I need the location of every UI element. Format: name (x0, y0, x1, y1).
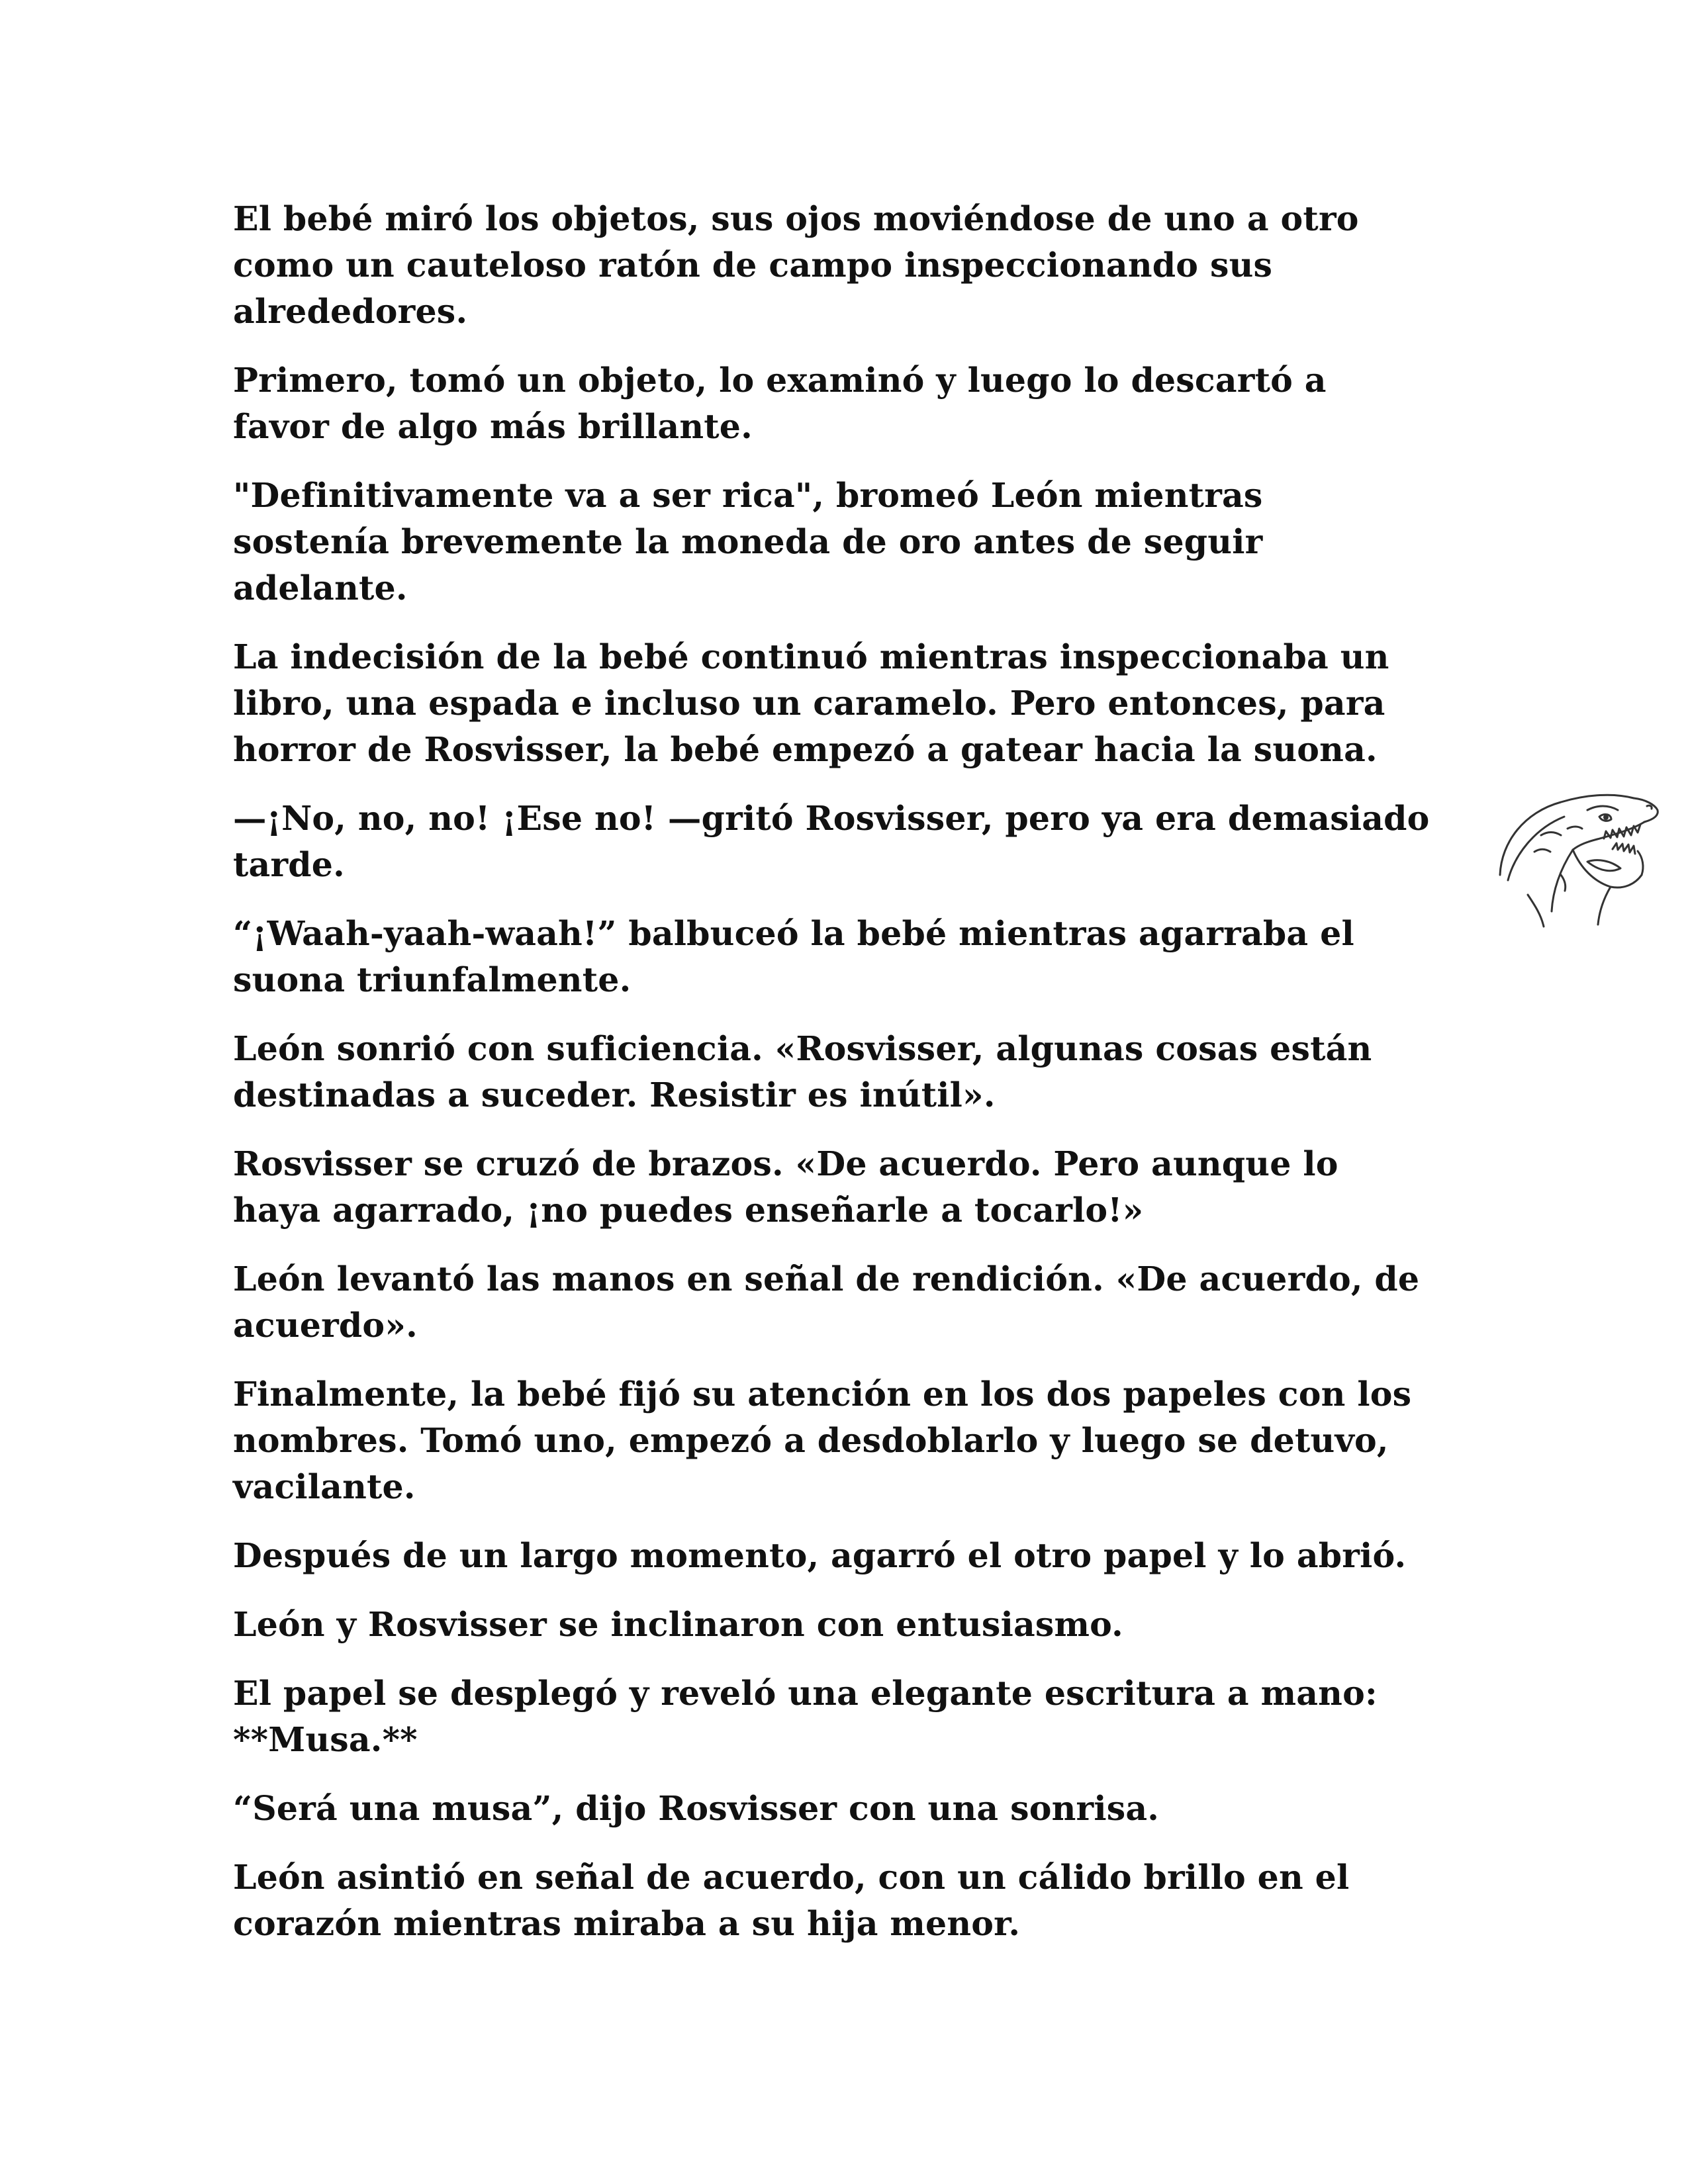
paragraph-2: Primero, tomó un objeto, lo examinó y luego lo descartó a favor de algo más brillante. (233, 361, 1327, 446)
paragraph-1: El bebé miró los objetos, sus ojos moviéndose de uno a otro como un cauteloso ratón de campo inspeccionando sus alrededores. (233, 199, 1359, 331)
paragraph-10: Finalmente, la bebé fijó su atención en los dos papeles con los nombres. Tomó uno, empezó a desdoblarlo y luego se detuvo, vacilante. (233, 1375, 1412, 1506)
paragraph-4: La indecisión de la bebé continuó mientras inspeccionaba un libro, una espada e incluso un caramelo. Pero entonces, para horror de Rosvisser, la bebé empezó a gatear hacia la suona. (233, 637, 1389, 769)
paragraph-7: León sonrió con suficiencia. «Rosvisser, algunas cosas están destinadas a suceder. Resistir es inútil». (233, 1029, 1372, 1115)
document-body (233, 196, 1438, 1970)
paragraph-6: “¡Waah-yaah-waah!” balbuceó la bebé mientras agarraba el suona triunfalmente. (233, 914, 1354, 999)
paragraph-9: León levantó las manos en señal de rendición. «De acuerdo, de acuerdo». (233, 1259, 1420, 1345)
paragraph-8: Rosvisser se cruzó de brazos. «De acuerdo. Pero aunque lo haya agarrado, ¡no puedes enseñarle a tocarlo!» (233, 1144, 1338, 1230)
paragraph-5: —¡No, no, no! ¡Ese no! —gritó Rosvisser, pero ya era demasiado tarde. (233, 799, 1430, 884)
paragraph-3: "Definitivamente va a ser rica", bromeó León mientras sostenía brevemente la moneda de oro antes de seguir adelante. (233, 476, 1263, 608)
paragraph-13: El papel se desplegó y reveló una elegante escritura a mano: **Musa.** (233, 1674, 1378, 1759)
paragraph-12: León y Rosvisser se inclinaron con entusiasmo. (233, 1605, 1123, 1644)
paragraph-14: “Será una musa”, dijo Rosvisser con una sonrisa. (233, 1789, 1160, 1828)
paragraph-15: León asintió en señal de acuerdo, con un cálido brillo en el corazón mientras miraba a su hija menor. (233, 1858, 1350, 1943)
dinosaur-head-sketch-icon (1488, 776, 1668, 931)
paragraph-11: Después de un largo momento, agarró el otro papel y lo abrió. (233, 1536, 1407, 1575)
